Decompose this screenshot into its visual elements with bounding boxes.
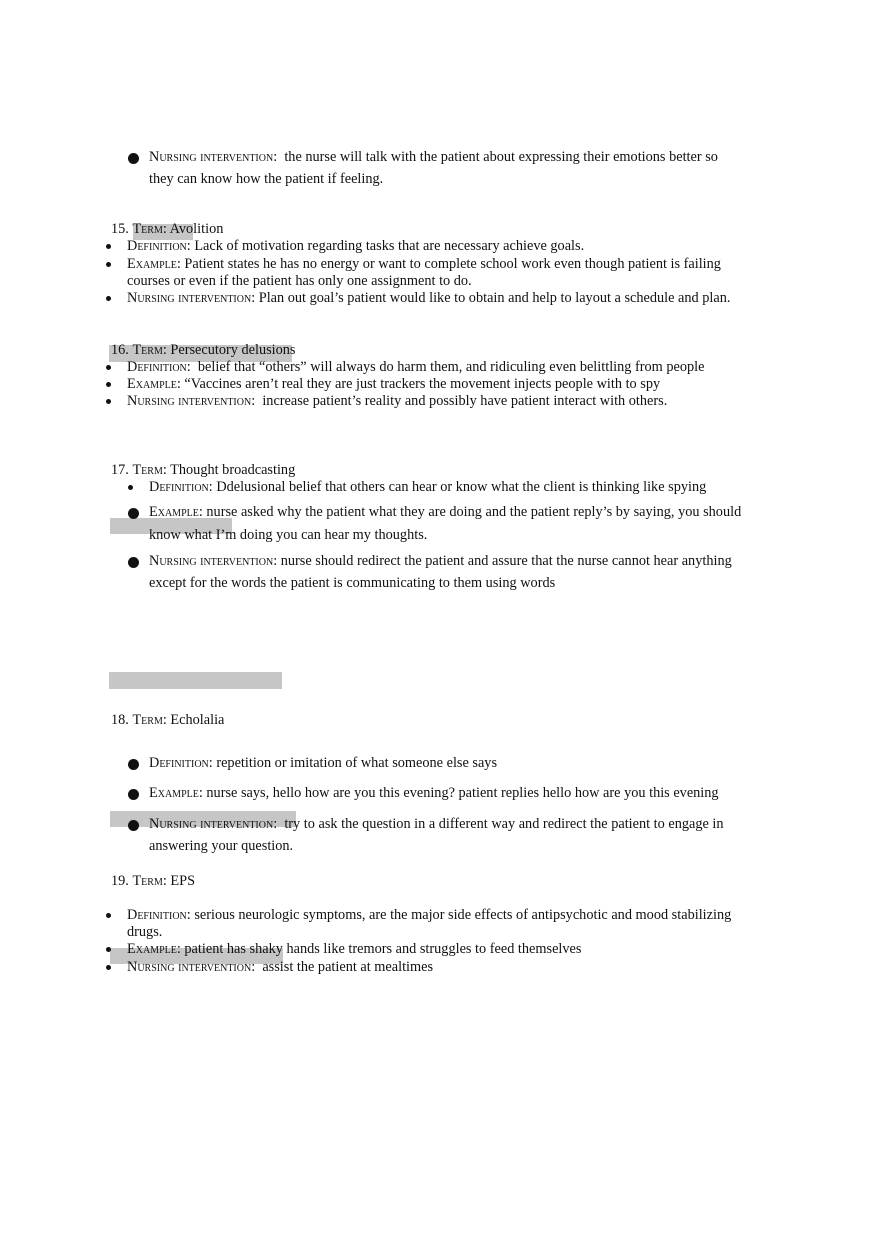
definition-line: Definition: belief that “others” will always do harm them, and ridiculing even belittling from people: [127, 359, 705, 375]
text: try to ask the question in a different way and redirect the patient to engage in: [284, 816, 724, 832]
label-nursing: Nursing intervention: [149, 553, 274, 569]
text: assist the patient at mealtimes: [262, 959, 434, 975]
text: increase patient’s reality and possibly have patient interact with others.: [262, 393, 668, 409]
label-nursing: Nursing intervention: [127, 393, 252, 409]
label-example: Example: [149, 785, 199, 801]
bullet-icon: [128, 820, 139, 831]
bullet-icon: [128, 485, 133, 490]
bullet-icon: [106, 296, 111, 301]
bullet-icon: [128, 508, 139, 519]
highlight-bar: [109, 672, 282, 689]
term-name: Thought broadcasting: [170, 462, 296, 478]
term-name: Persecutory delusions: [170, 342, 296, 358]
label-nursing: Nursing intervention: [127, 959, 252, 975]
definition-line: Definition: repetition or imitation of what someone else says: [149, 755, 498, 771]
label-definition: Definition: [127, 238, 187, 254]
example-line: Example: nurse asked why the patient what they are doing and the patient reply’s by saying, you should: [149, 504, 742, 520]
bullet-icon: [106, 399, 111, 404]
bullet-icon: [128, 557, 139, 568]
continuation-line: they can know how the patient if feeling.: [149, 171, 384, 187]
text: nurse says, hello how are you this evening? patient replies hello how are you this evening: [206, 785, 719, 801]
label-example: Example: [127, 256, 177, 272]
text: repetition or imitation of what someone else says: [216, 755, 498, 771]
example-line: Example: patient has shaky hands like tremors and struggles to feed themselves: [127, 941, 582, 957]
bullet-icon: [106, 913, 111, 918]
term-number: 17.: [111, 462, 129, 478]
continuation-line: know what I’m doing you can hear my thoughts.: [149, 527, 428, 543]
nursing-intervention-line: Nursing intervention: assist the patient at mealtimes: [127, 959, 434, 975]
bullet-icon: [106, 382, 111, 387]
term-number: 19.: [111, 873, 129, 889]
label-definition: Definition: [127, 359, 187, 375]
label-definition: Definition: [149, 479, 209, 495]
text: patient has shaky hands like tremors and struggles to feed themselves: [184, 941, 582, 957]
bullet-icon: [128, 789, 139, 800]
example-line: Example: Patient states he has no energy or want to complete school work even though patient is failing: [127, 256, 721, 272]
continuation-line: answering your question.: [149, 838, 294, 854]
term-heading-16: 16. Term: Persecutory delusions: [111, 342, 296, 358]
text: Patient states he has no energy or want to complete school work even though patient is failing: [184, 256, 721, 272]
label-term: Term: [132, 342, 163, 358]
term-name: Echolalia: [170, 712, 225, 728]
label-nursing: Nursing intervention: [127, 290, 252, 306]
term-number: 18.: [111, 712, 129, 728]
label-example: Example: [127, 376, 177, 392]
term-heading-17: 17. Term: Thought broadcasting: [111, 462, 296, 478]
bullet-icon: [128, 759, 139, 770]
label-nursing: Nursing intervention: [149, 149, 274, 165]
label-example: Example: [127, 941, 177, 957]
text: serious neurologic symptoms, are the major side effects of antipsychotic and mood stabilizing: [194, 907, 732, 923]
label-term: Term: [132, 873, 163, 889]
label-example: Example: [149, 504, 199, 520]
term-number: 15.: [111, 221, 129, 237]
term-number: 16.: [111, 342, 129, 358]
text: “Vaccines aren’t real they are just trackers the movement injects people with to spy: [184, 376, 661, 392]
text: Lack of motivation regarding tasks that are necessary achieve goals.: [194, 238, 585, 254]
text: Plan out goal’s patient would like to obtain and help to layout a schedule and plan.: [258, 290, 731, 306]
definition-line: Definition: serious neurologic symptoms, are the major side effects of antipsychotic and mood stabilizing: [127, 907, 732, 923]
continuation-line: drugs.: [127, 924, 163, 940]
text: the nurse will talk with the patient about expressing their emotions better so: [284, 149, 718, 165]
text: Ddelusional belief that others can hear or know what the client is thinking like spying: [216, 479, 707, 495]
continuation-line: courses or even if the patient has only one assignment to do.: [127, 273, 472, 289]
term-heading-19: 19. Term: EPS: [111, 873, 196, 889]
term-heading-15: 15. Term: Avolition: [111, 221, 224, 237]
continuation-line: except for the words the patient is communicating to them using words: [149, 575, 556, 591]
label-definition: Definition: [127, 907, 187, 923]
label-term: Term: [132, 462, 163, 478]
bullet-icon: [128, 153, 139, 164]
term-name: Avolition: [169, 221, 224, 237]
nursing-intervention-line: Nursing intervention: the nurse will talk with the patient about expressing their emotions better so: [149, 149, 718, 165]
nursing-intervention-line: Nursing intervention: nurse should redirect the patient and assure that the nurse cannot hear anything: [149, 553, 732, 569]
term-heading-18: 18. Term: Echolalia: [111, 712, 225, 728]
definition-line: Definition: Lack of motivation regarding tasks that are necessary achieve goals.: [127, 238, 585, 254]
nursing-intervention-line: Nursing intervention: try to ask the question in a different way and redirect the patient to engage in: [149, 816, 724, 832]
bullet-icon: [106, 262, 111, 267]
nursing-intervention-line: Nursing intervention: Plan out goal’s patient would like to obtain and help to layout a schedule and plan.: [127, 290, 731, 306]
bullet-icon: [106, 965, 111, 970]
bullet-icon: [106, 947, 111, 952]
term-name: EPS: [170, 873, 196, 889]
text: belief that “others” will always do harm them, and ridiculing even belittling from people: [197, 359, 705, 375]
text: nurse asked why the patient what they are doing and the patient reply’s by saying, you should: [206, 504, 742, 520]
text: nurse should redirect the patient and assure that the nurse cannot hear anything: [280, 553, 732, 569]
nursing-intervention-line: Nursing intervention: increase patient’s reality and possibly have patient interact with others.: [127, 393, 668, 409]
label-term: Term: [132, 221, 163, 237]
bullet-icon: [106, 244, 111, 249]
example-line: Example: nurse says, hello how are you this evening? patient replies hello how are you this evening: [149, 785, 719, 801]
label-term: Term: [132, 712, 163, 728]
bullet-icon: [106, 365, 111, 370]
label-definition: Definition: [149, 755, 209, 771]
label-nursing: Nursing intervention: [149, 816, 274, 832]
example-line: Example: “Vaccines aren’t real they are just trackers the movement injects people with to spy: [127, 376, 661, 392]
definition-line: Definition: Ddelusional belief that others can hear or know what the client is thinking like spying: [149, 479, 707, 495]
